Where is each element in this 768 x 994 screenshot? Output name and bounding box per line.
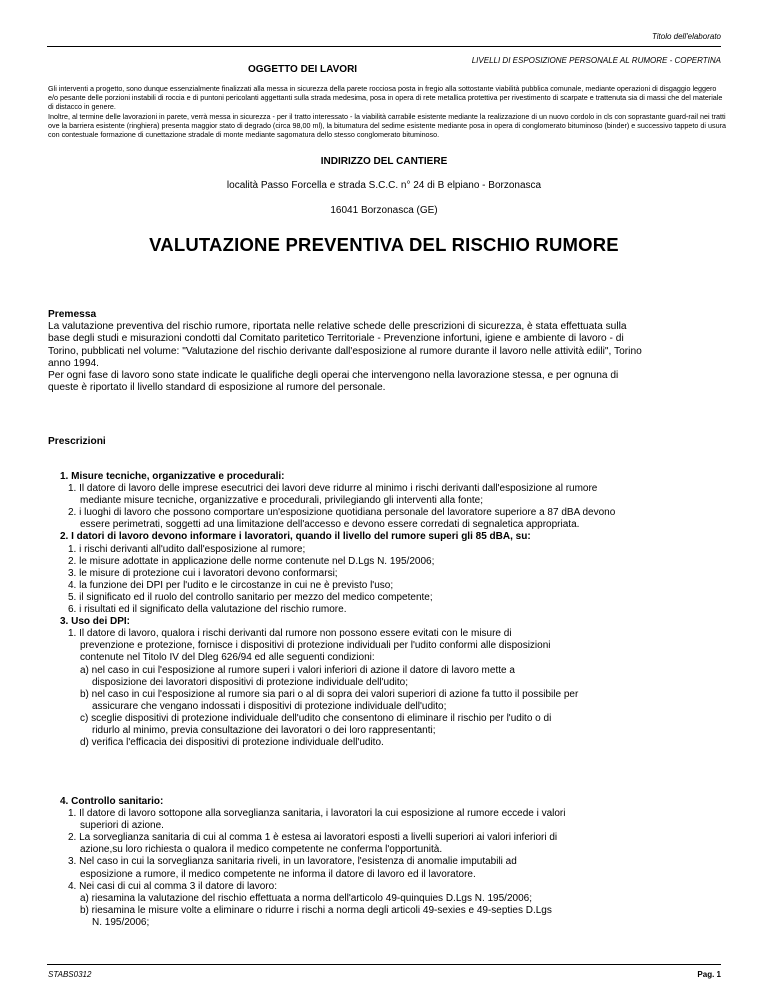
list-line: 4. Controllo sanitario: bbox=[60, 796, 164, 807]
premessa-line: La valutazione preventiva del rischio rumore, riportata nelle relative schede delle prescrizioni di sicurezza, è stata effettuata sulla bbox=[48, 321, 627, 333]
list-line: 3. Nel caso in cui la sorveglianza sanitaria riveli, in un lavoratore, l'esistenza di anomalie imputabili ad bbox=[68, 856, 517, 868]
premessa-heading: Premessa bbox=[48, 309, 97, 320]
list-line: a) nel caso in cui l'esposizione al rumore superi i valori inferiori di azione il datore di lavoro mette a bbox=[80, 664, 515, 676]
footer-divider bbox=[47, 964, 721, 965]
page-number: Pag. 1 bbox=[697, 970, 721, 979]
list-line: superiori di azione. bbox=[80, 820, 164, 832]
list-line: 1. i rischi derivanti all'udito dall'esposizione al rumore; bbox=[68, 543, 306, 555]
list-line: ridurlo al minimo, previa consultazione dei lavoratori o dei loro rappresentanti; bbox=[92, 724, 436, 736]
prescrizioni-list-part-1 bbox=[48, 471, 728, 749]
premessa-paragraph-2 bbox=[48, 370, 720, 394]
list-line: contenute nel Titolo IV del Dleg 626/94 ed alle seguenti condizioni: bbox=[80, 652, 375, 664]
list-line: b) nel caso in cui l'esposizione al rumore sia pari o al di sopra dei valori superiori di azione fa tutto il possibile per bbox=[80, 688, 579, 700]
premessa-line: Torino, pubblicati nel volume: "Valutazione del rischio derivante dall'esposizione al rumore durante il lavoro nelle attività edili", Torino bbox=[48, 345, 642, 357]
list-line: N. 195/2006; bbox=[92, 916, 150, 928]
list-line: 4. Nei casi di cui al comma 3 il datore di lavoro: bbox=[68, 880, 277, 892]
header-divider bbox=[47, 46, 721, 47]
list-line: 2. I datori di lavoro devono informare i lavoratori, quando il livello del rumore superi gli 85 dBA, su: bbox=[60, 531, 531, 543]
list-line: mediante misure tecniche, organizzative e procedurali, privilegiando gli interventi alla fonte; bbox=[80, 495, 483, 507]
list-line: assicurare che vengano indossati i dispositivi di protezione individuale dell'udito; bbox=[92, 700, 447, 712]
document-title: Titolo dell'elaborato bbox=[651, 32, 721, 41]
oggetto-heading: OGGETTO DEI LAVORI bbox=[248, 64, 358, 75]
list-line: esposizione a rumore, il medico competente ne informa il datore di lavoro ed il lavoratore. bbox=[80, 868, 476, 880]
list-line: 2. La sorveglianza sanitaria di cui al comma 1 è estesa ai lavoratori esposti a livelli superiori ai valori inferiori di bbox=[68, 832, 558, 844]
list-line: 1. Il datore di lavoro, qualora i rischi derivanti dal rumore non possono essere evitati con le misure di bbox=[68, 628, 512, 640]
premessa-line: queste è riportato il livello standard di esposizione al rumore del personale. bbox=[48, 382, 386, 394]
list-line: c) sceglie dispositivi di protezione individuale dell'udito che consentono di eliminare il rischio per l'udito o di bbox=[80, 712, 552, 724]
document-code: STABS0312 bbox=[48, 970, 92, 979]
section-title: LIVELLI DI ESPOSIZIONE PERSONALE AL RUMORE - COPERTINA bbox=[471, 56, 721, 65]
cantiere-location: località Passo Forcella e strada S.C.C. n° 24 di B elpiano - Borzonasca bbox=[226, 180, 542, 191]
premessa-section bbox=[48, 309, 720, 394]
premessa-paragraph-1 bbox=[48, 321, 720, 370]
list-line: 3. Uso dei DPI: bbox=[60, 616, 131, 628]
premessa-line: anno 1994. bbox=[48, 357, 99, 369]
list-line: 1. Misure tecniche, organizzative e procedurali: bbox=[60, 471, 285, 482]
list-line: b) riesamina le misure volte a eliminare o ridurre i rischi a norma degli articoli 49-sexies e 49-septies D.Lgs bbox=[80, 904, 552, 916]
list-line: disposizione dei lavoratori dispositivi di protezione individuale dell'udito; bbox=[92, 676, 408, 688]
list-line: prevenzione e protezione, fornisce i dispositivi di protezione individuali per l'udito conformi alle disposizioni bbox=[80, 640, 551, 652]
list-line: 4. la funzione dei DPI per l'udito e le circostanze in cui ne è previsto l'uso; bbox=[68, 579, 394, 591]
list-line: 6. i risultati ed il significato della valutazione del rischio rumore. bbox=[68, 604, 347, 616]
list-line: azione,su loro richiesta o qualora il medico competente ne conferma l'opportunità. bbox=[80, 844, 443, 856]
premessa-line: Per ogni fase di lavoro sono state indicate le qualifiche degli operai che intervengono nella lavorazione stessa, e per ognuna di bbox=[48, 370, 619, 382]
intro-text bbox=[48, 84, 728, 139]
premessa-line: base degli studi e misurazioni condotti dal Comitato paritetico Territoriale - Prevenzione infortuni, igiene e ambiente di lavoro - di bbox=[48, 333, 624, 345]
intro-paragraph-1: Gli interventi a progetto, sono dunque essenzialmente finalizzati alla messa in sicurezza della parete rocciosa posta in fregio alla sottostante viabilità pubblica comunale, mediante operazioni di disgaggio leggero e/o pesante delle porzioni instabili di roccia e di puntoni pericolanti aggettanti sulla strada medesima, posa in opera di rete metallica protettiva per rivestimento di scarpate e trattenuta sia di massi che del materiale di distacco in genere. bbox=[48, 84, 723, 112]
list-line: 1. Il datore di lavoro sottopone alla sorveglianza sanitaria, i lavoratori la cui esposizione al rumore eccede i valori bbox=[68, 808, 566, 820]
list-line: 1. Il datore di lavoro delle imprese esecutrici dei lavori deve ridurre al minimo i rischi derivanti dall'esposizione al rumore bbox=[68, 483, 598, 495]
prescrizioni-heading: Prescrizioni bbox=[48, 436, 106, 447]
intro-paragraph-2: Inoltre, al termine delle lavorazioni in parete, verrà messa in sicurezza - per il tratto interessato - la viabilità carrabile esistente mediante la realizzazione di un nuovo cordolo in cls con soprastante guard-rail nei tratti ove la barriera esistente (ringhiera) presenta maggior stato di degrado (circa 98,00 ml), la bitumatura del sedime esistente mediante posa in opera di conglomerato bituminoso (binder) e successivo tappeto di usura con contestuale formazione di cunettazione stradale di monte mediante sagomatura dello stesso conglomerato bituminoso. bbox=[48, 111, 726, 140]
list-line: 3. le misure di protezione cui i lavoratori devono conformarsi; bbox=[68, 567, 338, 579]
list-line: essere perimetrati, soggetti ad una limitazione dell'accesso e devono essere corredati di segnaletica appropriata. bbox=[80, 519, 580, 531]
cantiere-city: 16041 Borzonasca (GE) bbox=[330, 205, 438, 216]
list-line: 2. i luoghi di lavoro che possono comportare un'esposizione quotidiana personale del lavoratore superiore a 87 dBA devono bbox=[68, 507, 616, 519]
list-line: 2. le misure adottate in applicazione delle norme contenute nel D.Lgs N. 195/2006; bbox=[68, 555, 435, 567]
list-line: 5. il significato ed il ruolo del controllo sanitario per mezzo del medico competente; bbox=[68, 591, 433, 603]
prescrizioni-list-part-2 bbox=[48, 796, 728, 929]
cantiere-heading: INDIRIZZO DEL CANTIERE bbox=[320, 156, 448, 167]
page-title: VALUTAZIONE PREVENTIVA DEL RISCHIO RUMORE bbox=[149, 234, 619, 255]
list-line: d) verifica l'efficacia dei dispositivi di protezione individuale dell'udito. bbox=[80, 737, 384, 749]
list-line: a) riesamina la valutazione del rischio effettuata a norma dell'articolo 49-quinquies D.Lgs N. 195/2006; bbox=[80, 892, 532, 904]
